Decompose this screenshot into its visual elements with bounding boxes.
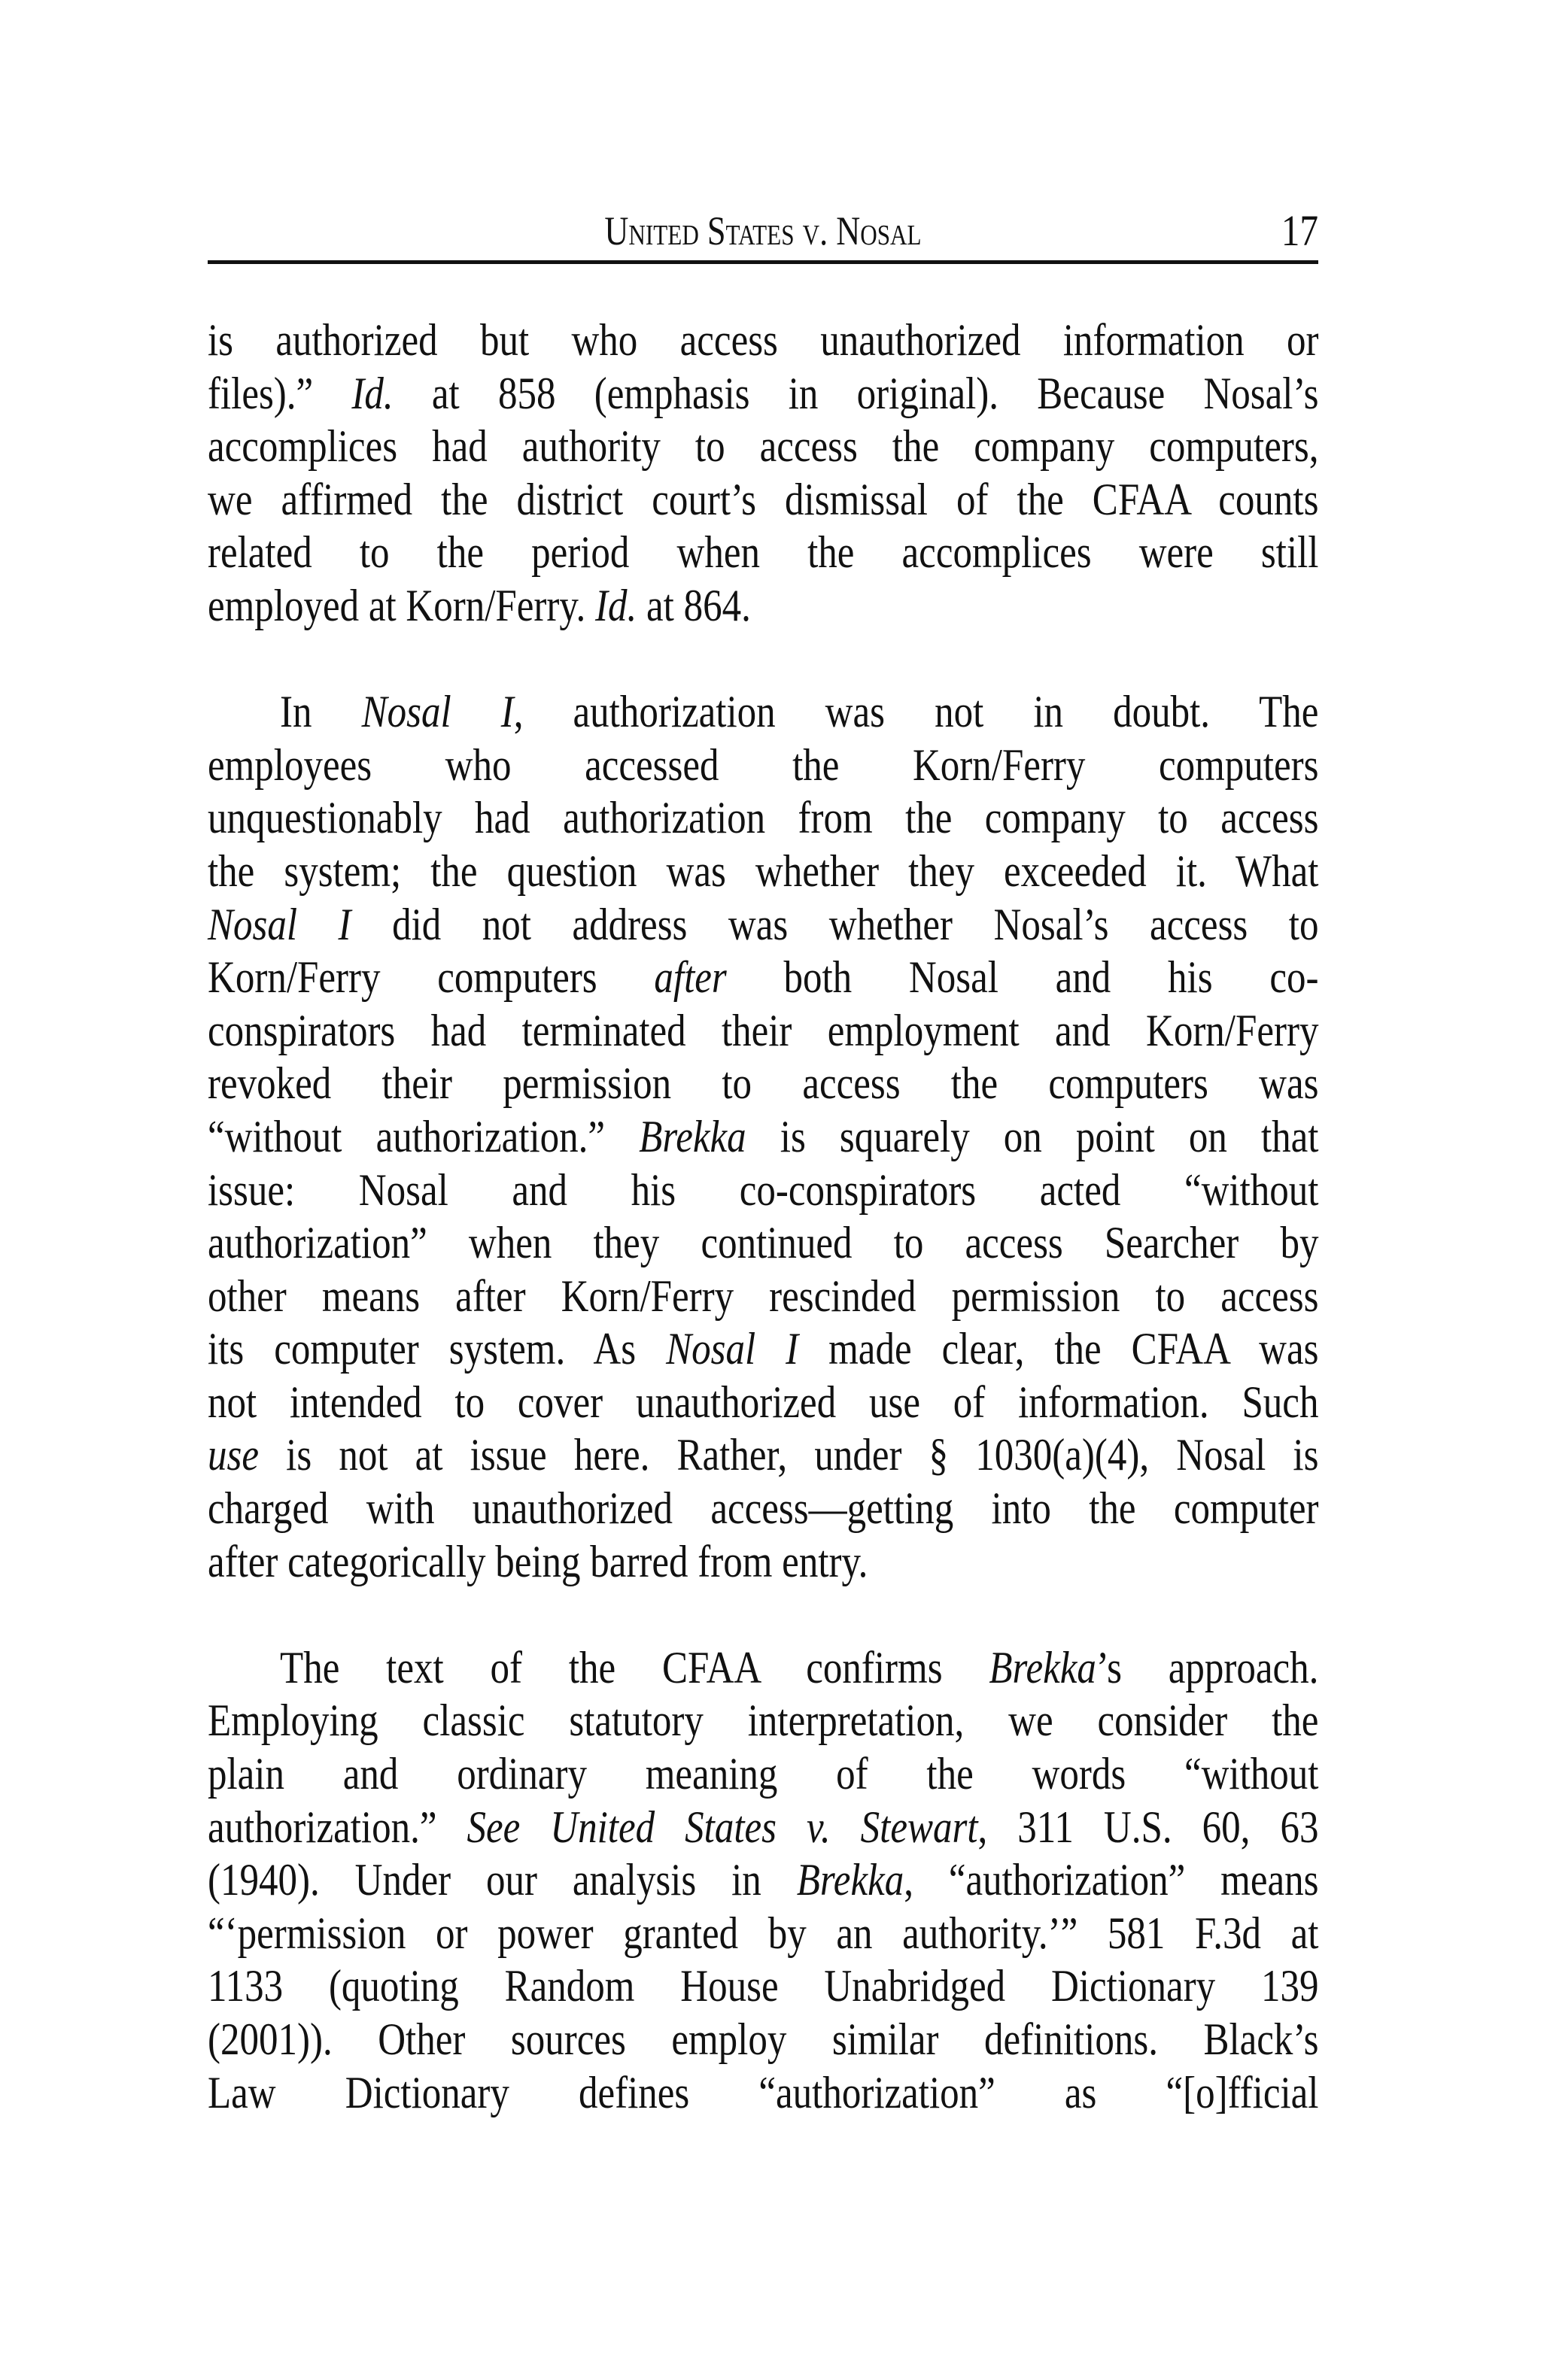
italic-run: Id.	[595, 580, 637, 630]
text-run: plain and ordinary meaning of the words “without	[208, 1749, 1319, 1799]
italic-run: use	[208, 1430, 259, 1480]
text-run: In	[280, 687, 362, 737]
text-line	[208, 367, 1318, 420]
italic-run: Brekka	[639, 1111, 746, 1161]
text-run: related to the period when the accomplices were still	[208, 527, 1319, 578]
text-line	[208, 951, 1318, 1004]
text-run: is squarely on point on that	[746, 1111, 1319, 1161]
text-run: , “authorization” means	[904, 1855, 1319, 1905]
page-number: 17	[1281, 206, 1318, 255]
text-run: Korn/Ferry computers	[208, 952, 655, 1003]
text-line	[208, 2013, 1318, 2066]
text-run: , 311 U.S. 60, 63	[977, 1802, 1319, 1852]
paragraph	[208, 1641, 1318, 2119]
text-run: (2001)). Other sources employ similar definitions. Black’s	[208, 2014, 1319, 2064]
text-line	[208, 1482, 1318, 1535]
text-run: Employing classic statutory interpretation, we consider the	[208, 1695, 1319, 1746]
text-run: employees who accessed the Korn/Ferry computers	[208, 739, 1319, 790]
text-line	[208, 1322, 1318, 1376]
text-line	[208, 1747, 1318, 1801]
text-line	[208, 1376, 1318, 1429]
text-run: unquestionably had authorization from the company to access	[208, 793, 1319, 843]
text-run: The text of the CFAA confirms	[280, 1642, 989, 1692]
text-line	[208, 1641, 1318, 1695]
text-line	[208, 685, 1318, 739]
text-line	[208, 2066, 1318, 2120]
text-run: authorization” when they continued to access Searcher by	[208, 1218, 1319, 1268]
text-run: authorization.”	[208, 1802, 467, 1852]
text-line	[208, 739, 1318, 792]
text-line	[208, 473, 1318, 527]
text-line	[208, 1004, 1318, 1058]
italic-run: Id.	[351, 368, 394, 418]
text-line	[208, 1535, 1318, 1589]
text-line	[208, 1270, 1318, 1323]
text-run: its computer system. As	[208, 1324, 667, 1374]
running-title: United States v. Nosal	[604, 208, 922, 253]
text-line	[208, 1428, 1318, 1482]
text-run: (1940). Under our analysis in	[208, 1855, 797, 1905]
text-run: 1133 (quoting Random House Unabridged Dictionary 139	[208, 1961, 1319, 2011]
italic-run: Nosal I	[666, 1324, 799, 1374]
italic-run: after	[654, 952, 727, 1003]
text-run: charged with unauthorized access—getting into the computer	[208, 1483, 1319, 1534]
text-run: is not at issue here. Rather, under § 1030(a)(4), Nosal is	[258, 1430, 1319, 1480]
text-run: is authorized but who access unauthorized information or	[208, 315, 1319, 365]
text-run: accomplices had authority to access the company computers,	[208, 421, 1319, 472]
text-line	[208, 1960, 1318, 2013]
text-run: did not address was whether Nosal’s access to	[351, 899, 1319, 949]
text-run: Law Dictionary defines “authorization” as “[o]fficial	[208, 2067, 1319, 2117]
text-run: at 858 (emphasis in original). Because Nosal’s	[393, 368, 1319, 418]
text-line	[208, 1110, 1318, 1164]
text-run: , authorization was not in doubt. The	[513, 687, 1319, 737]
text-line	[208, 526, 1318, 579]
text-run: “without authorization.”	[208, 1111, 640, 1161]
italic-run: See United States v. Stewart	[467, 1802, 978, 1852]
text-line	[208, 898, 1318, 952]
text-run: at 864.	[637, 580, 751, 630]
text-run: issue: Nosal and his co-conspirators acted “without	[208, 1164, 1319, 1215]
text-line	[208, 1907, 1318, 1960]
text-run: not intended to cover unauthorized use of information. Such	[208, 1377, 1319, 1427]
italic-run: Brekka	[989, 1642, 1096, 1692]
italic-run: Brekka	[796, 1855, 904, 1905]
text-run: ’s approach.	[1096, 1642, 1319, 1692]
text-run: revoked their permission to access the computers was	[208, 1058, 1319, 1109]
text-run: both Nosal and his co-	[726, 952, 1319, 1003]
text-line	[208, 579, 1318, 633]
text-run: we affirmed the district court’s dismissal of the CFAA counts	[208, 474, 1319, 524]
text-run: the system; the question was whether they exceeded it. What	[208, 845, 1319, 896]
text-line	[208, 314, 1318, 367]
text-line	[208, 1057, 1318, 1110]
opinion-body	[208, 314, 1318, 2119]
running-header	[208, 205, 1318, 257]
text-line	[208, 420, 1318, 473]
text-run: files).”	[208, 368, 352, 418]
text-line	[208, 791, 1318, 845]
text-run: employed at Korn/Ferry.	[208, 580, 596, 630]
paragraph	[208, 685, 1318, 1588]
text-line	[208, 1801, 1318, 1854]
text-run: “‘permission or power granted by an authority.’” 581 F.3d at	[208, 1908, 1319, 1958]
text-line	[208, 1216, 1318, 1270]
text-line	[208, 1164, 1318, 1217]
text-run: after categorically being barred from entry.	[208, 1536, 868, 1586]
paragraph	[208, 314, 1318, 633]
text-line	[208, 1694, 1318, 1747]
text-run: other means after Korn/Ferry rescinded permission to access	[208, 1270, 1319, 1321]
text-run: conspirators had terminated their employment and Korn/Ferry	[208, 1005, 1319, 1055]
text-line	[208, 845, 1318, 898]
text-run: made clear, the CFAA was	[798, 1324, 1319, 1374]
header-rule	[208, 260, 1318, 264]
italic-run: Nosal I	[208, 899, 351, 949]
text-line	[208, 1853, 1318, 1907]
italic-run: Nosal I	[361, 687, 514, 737]
